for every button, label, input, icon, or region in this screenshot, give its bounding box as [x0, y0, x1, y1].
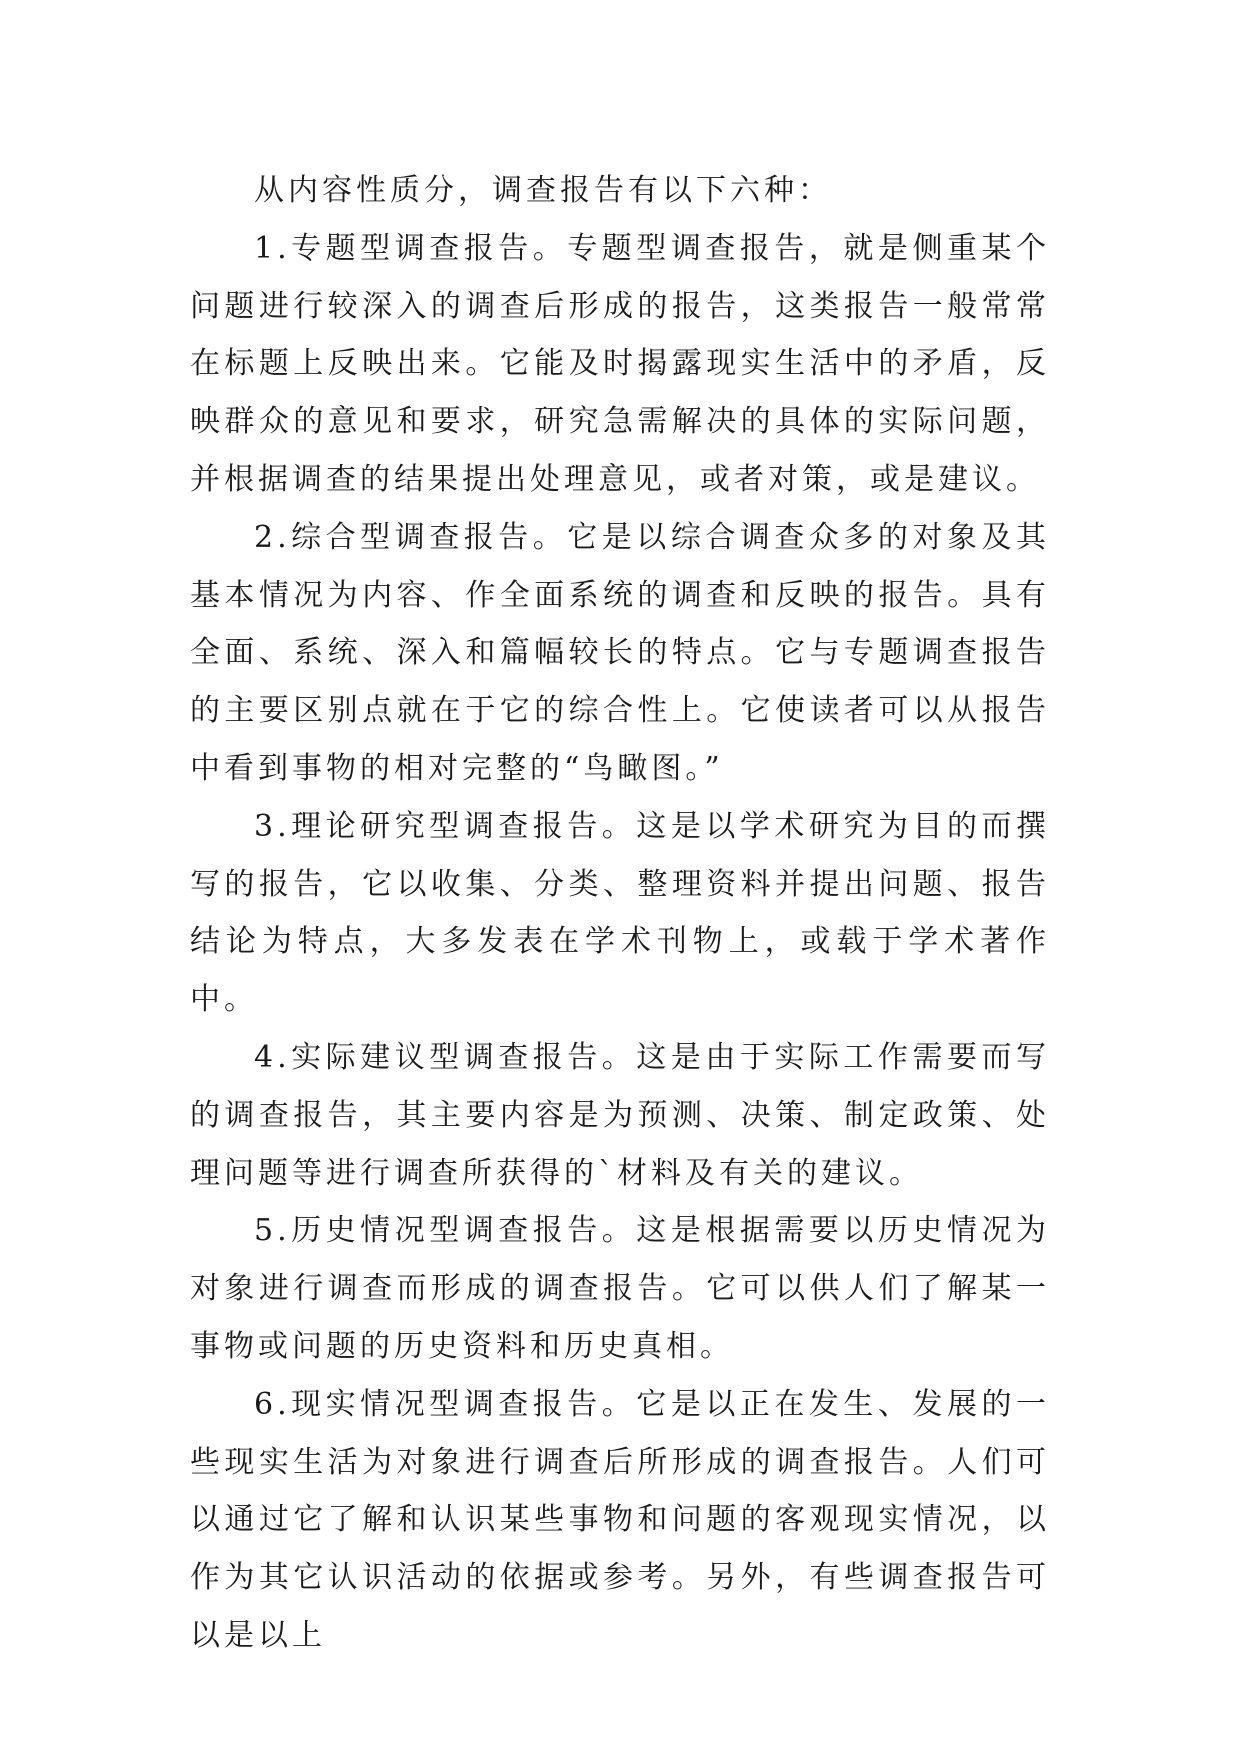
document-body: [190, 162, 1050, 1665]
paragraph-topic-report: 1.专题型调查报告。专题型调查报告，就是侧重某个问题进行较深入的调查后形成的报告，这类报告一般常常在标题上反映出来。它能及时揭露现实生活中的矛盾，反映群众的意见和要求，研究急需解决的具体的实际问题，并根据调查的结果提出处理意见，或者对策，或是建议。: [190, 230, 1050, 497]
paragraph-comprehensive-report: 2.综合型调查报告。它是以综合调查众多的对象及其基本情况为内容、作全面系统的调查和反映的报告。具有全面、系统、深入和篇幅较长的特点。它与专题调查报告的主要区别点就在于它的综合性上。它使读者可以从报告中看到事物的相对完整的“鸟瞰图。”: [190, 519, 1050, 786]
paragraph-current-situation-report: 6.现实情况型调查报告。它是以正在发生、发展的一些现实生活为对象进行调查后所形成的调查报告。人们可以通过它了解和认识某些事物和问题的客观现实情况，以作为其它认识活动的依据或参考。另外，有些调查报告可以是以上: [190, 1386, 1050, 1653]
intro-paragraph: 从内容性质分，调查报告有以下六种：: [254, 173, 832, 208]
paragraph-theory-research-report: 3.理论研究型调查报告。这是以学术研究为目的而撰写的报告，它以收集、分类、整理资料并提出问题、报告结论为特点，大多发表在学术刊物上，或载于学术著作中。: [190, 808, 1050, 1018]
paragraph-historical-report: 5.历史情况型调查报告。这是根据需要以历史情况为对象进行调查而形成的调查报告。它可以供人们了解某一事物或问题的历史资料和历史真相。: [190, 1213, 1050, 1364]
paragraph-practical-suggestion-report: 4.实际建议型调查报告。这是由于实际工作需要而写的调查报告，其主要内容是为预测、决策、制定政策、处理问题等进行调查所获得的`材料及有关的建议。: [190, 1039, 1050, 1191]
